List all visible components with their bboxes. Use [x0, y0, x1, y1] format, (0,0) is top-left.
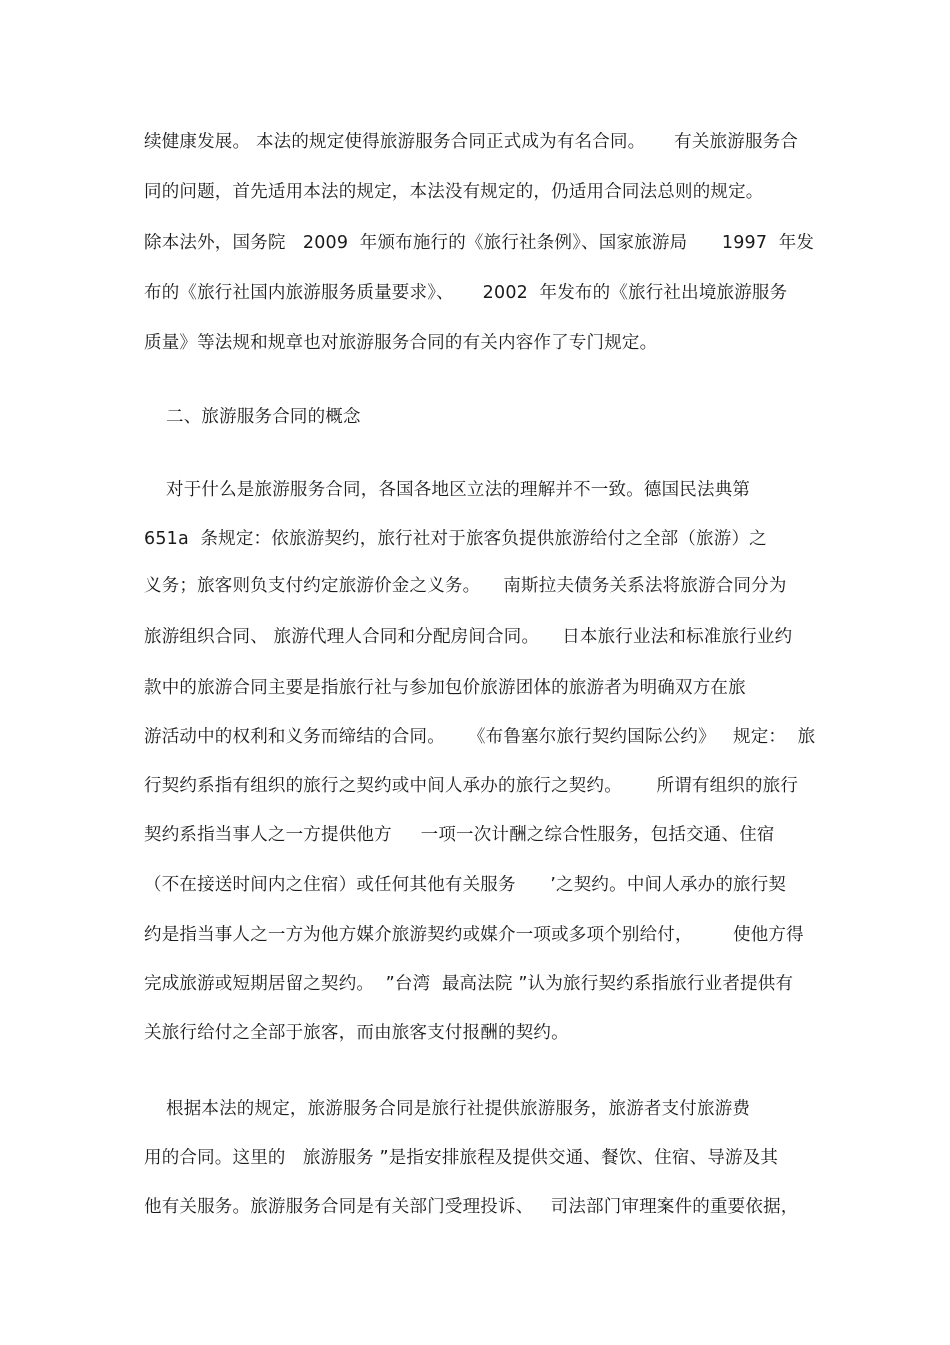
paragraph-2-line-7: 行契约系指有组织的旅行之契约或中间人承办的旅行之契约。 所谓有组织的旅行	[144, 776, 799, 796]
paragraph-2-line-8: 契约系指当事人之一方提供他方 一项一次计酬之综合性服务，包括交通、住宿	[144, 825, 775, 845]
paragraph-2-line-11: 完成旅游或短期居留之契约。 ”台湾 最高法院 ”认为旅行契约系指旅行业者提供有	[144, 974, 794, 994]
paragraph-1-line-5: 质量》等法规和规章也对旅游服务合同的有关内容作了专门规定。	[144, 333, 658, 353]
paragraph-1-line-3: 除本法外，国务院 2009 年颁布施行的《旅行社条例》、国家旅游局 1997 年发	[144, 233, 815, 253]
section-heading: 二、旅游服务合同的概念	[166, 407, 361, 427]
paragraph-2-line-3: 义务；旅客则负支付约定旅游价金之义务。 南斯拉夫债务关系法将旅游合同分为	[144, 576, 787, 596]
paragraph-3-line-1: 根据本法的规定，旅游服务合同是旅行社提供旅游服务，旅游者支付旅游费	[166, 1099, 751, 1119]
paragraph-2-line-6: 游活动中的权利和义务而缔结的合同。 《布鲁塞尔旅行契约国际公约》 规定： 旅	[144, 727, 816, 747]
paragraph-3-line-2: 用的合同。这里的 旅游服务 ”是指安排旅程及提供交通、餐饮、住宿、导游及其	[144, 1148, 779, 1168]
paragraph-2-line-4: 旅游组织合同、 旅游代理人合同和分配房间合同。 日本旅行业法和标准旅行业约	[144, 627, 793, 647]
paragraph-1-line-2: 同的问题，首先适用本法的规定，本法没有规定的，仍适用合同法总则的规定。	[144, 182, 764, 202]
paragraph-2-line-5: 款中的旅游合同主要是指旅行社与参加包价旅游团体的旅游者为明确双方在旅	[144, 678, 746, 698]
paragraph-2-line-9: （不在接送时间内之住宿）或任何其他有关服务 ’之契约。中间人承办的旅行契	[144, 875, 787, 895]
paragraph-2-line-12: 关旅行给付之全部于旅客，而由旅客支付报酬的契约。	[144, 1023, 569, 1043]
paragraph-2-line-1: 对于什么是旅游服务合同，各国各地区立法的理解并不一致。德国民法典第	[166, 480, 751, 500]
paragraph-1-line-1: 续健康发展。 本法的规定使得旅游服务合同正式成为有名合同。 有关旅游服务合	[144, 132, 799, 152]
paragraph-1-line-4: 布的《旅行社国内旅游服务质量要求》、 2002 年发布的《旅行社出境旅游服务	[144, 283, 788, 303]
paragraph-2-line-2: 651a 条规定：依旅游契约，旅行社对于旅客负提供旅游给付之全部（旅游）之	[144, 529, 767, 549]
paragraph-3-line-3: 他有关服务。旅游服务合同是有关部门受理投诉、 司法部门审理案件的重要依据，	[144, 1197, 799, 1217]
paragraph-2-line-10: 约是指当事人之一方为他方媒介旅游契约或媒介一项或多项个别给付， 使他方得	[144, 925, 804, 945]
